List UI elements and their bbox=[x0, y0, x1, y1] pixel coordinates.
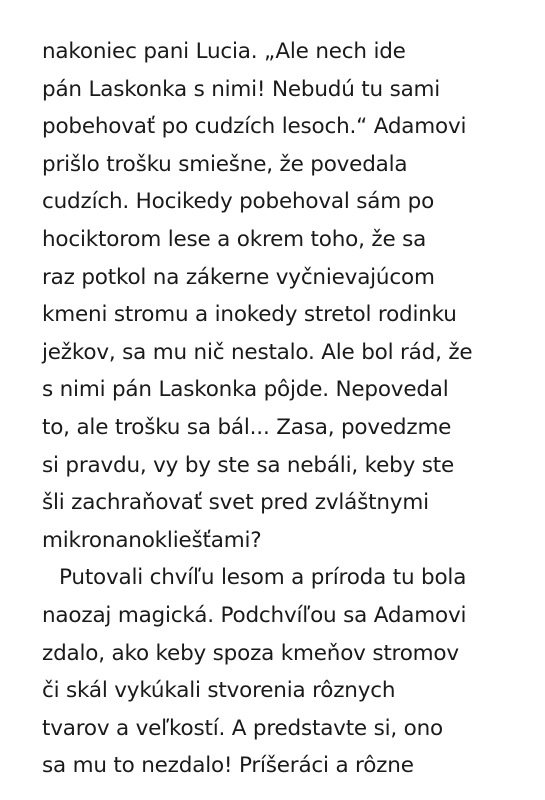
text-line: naozaj magická. Podchvíľou sa Adamovi bbox=[42, 602, 467, 628]
text-line: hociktorom lese a okrem toho, že sa bbox=[42, 226, 427, 252]
body-text bbox=[42, 33, 522, 785]
text-line: raz potkol na zákerne vyčnievajúcom bbox=[42, 264, 435, 290]
text-line: zdalo, ako keby spoza kmeňov stromov bbox=[42, 640, 459, 666]
text-line: prišlo trošku smiešne, že povedala bbox=[42, 151, 408, 177]
text-line: sa mu to nezdalo! Príšeráci a rôzne bbox=[42, 753, 414, 779]
text-line: kmeni stromu a inokedy stretol rodinku bbox=[42, 302, 457, 328]
text-line: to, ale trošku sa bál... Zasa, povedzme bbox=[42, 414, 452, 440]
text-line: mikronanokliešťami? bbox=[42, 527, 262, 553]
text-line: cudzích. Hocikedy pobehoval sám po bbox=[42, 189, 435, 215]
text-line: s nimi pán Laskonka pôjde. Nepovedal bbox=[42, 377, 449, 403]
text-line: šli zachraňovať svet pred zvláštnymi bbox=[42, 490, 429, 516]
text-line: nakoniec pani Lucia. „Ale nech ide bbox=[42, 39, 406, 64]
text-line: si pravdu, vy by ste sa nebáli, keby ste bbox=[42, 452, 454, 478]
text-line: tvarov a veľkostí. A predstavte si, ono bbox=[42, 715, 443, 741]
paragraph-first-line: Putovali chvíľu lesom a príroda tu bola bbox=[59, 565, 467, 591]
text-line: ježkov, sa mu nič nestalo. Ale bol rád, že bbox=[42, 339, 473, 365]
text-line: pán Laskonka s nimi! Nebudú tu sami bbox=[42, 76, 441, 102]
text-line: či skál vykúkali stvorenia rôznych bbox=[42, 678, 396, 704]
text-line: pobehovať po cudzích lesoch.“ Adamovi bbox=[42, 114, 467, 140]
